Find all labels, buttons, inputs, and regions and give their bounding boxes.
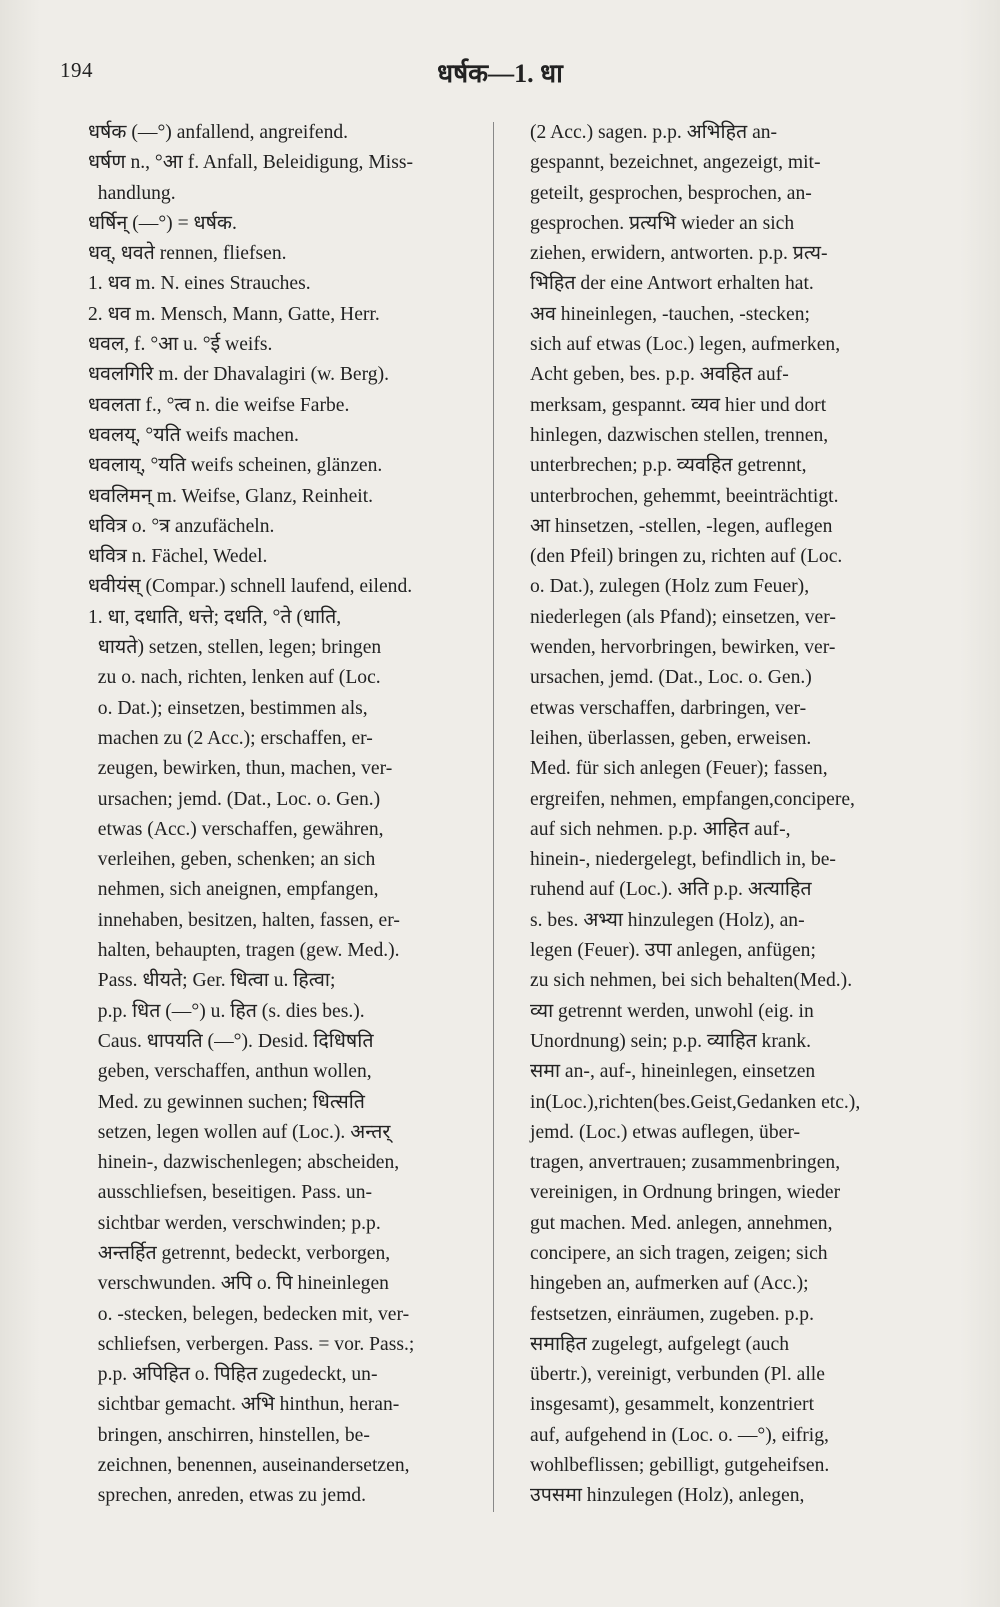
entry-line: sichtbar werden, verschwinden; p.p. [88, 1212, 381, 1234]
entry-line: geben, verschaffen, anthun wollen, [88, 1061, 372, 1083]
entry-line: etwas verschaffen, darbringen, ver- [530, 697, 807, 719]
entry-line: setzen, legen wollen auf (Loc.). अन्तर् [88, 1121, 391, 1143]
entry-line: धर्षिन् (—°) = धर्षक. [88, 212, 237, 234]
entry-line: handlung. [88, 182, 176, 204]
entry-line: bringen, anschirren, hinstellen, be- [88, 1424, 370, 1446]
entry-line: vereinigen, in Ordnung bringen, wieder [530, 1182, 841, 1204]
entry-line: धवित्र n. Fächel, Wedel. [88, 546, 268, 568]
entry-line: Caus. धापयति (—°). Desid. दिधिषति [88, 1030, 374, 1052]
page-header [0, 52, 1000, 92]
entry-line: hinlegen, dazwischen stellen, trennen, [530, 424, 829, 446]
entry-line: sprechen, anreden, etwas zu jemd. [88, 1485, 367, 1507]
entry-line: व्या getrennt werden, unwohl (eig. in [530, 1000, 814, 1022]
right-column [530, 118, 928, 1512]
running-head: धर्षक—1. धा [437, 59, 563, 88]
left-column [88, 118, 486, 1512]
entry-line: ursachen, jemd. (Dat., Loc. o. Gen.) [530, 667, 812, 689]
entry-line: jemd. (Loc.) etwas auflegen, über- [530, 1121, 800, 1143]
entry-line: leihen, überlassen, geben, erweisen. [530, 727, 812, 749]
entry-line: धवलगिरि m. der Dhavalagiri (w. Berg). [88, 364, 390, 386]
entry-line: wenden, hervorbringen, bewirken, ver- [530, 637, 836, 659]
entry-line: übertr.), vereinigt, verbunden (Pl. alle [530, 1364, 825, 1386]
entry-line: धवलाय्, °यति weifs scheinen, glänzen. [88, 455, 383, 477]
entry-line: ausschliefsen, beseitigen. Pass. un- [88, 1182, 373, 1204]
entry-line: धवल, f. °आ u. °ई weifs. [88, 334, 273, 356]
entry-line: धायते) setzen, stellen, legen; bringen [88, 637, 382, 659]
entry-line: unterbrechen; p.p. व्यवहित getrennt, [530, 455, 807, 477]
entry-line: nehmen, sich aneignen, empfangen, [88, 879, 379, 901]
entry-line: zeichnen, benennen, auseinandersetzen, [88, 1455, 410, 1477]
entry-line: 1. धा, दधाति, धत्ते; दधति, °ते (धाति, [88, 606, 342, 628]
entry-line: hinein-, niedergelegt, befindlich in, be- [530, 849, 836, 871]
entry-line: zeugen, bewirken, thun, machen, ver- [88, 758, 393, 780]
entry-line: verschwunden. अपि o. पि hineinlegen [88, 1273, 389, 1295]
entry-line: (2 Acc.) sagen. p.p. अभिहित an- [530, 122, 778, 143]
entry-line: gesprochen. प्रत्यभि wieder an sich [530, 212, 795, 234]
entry-line: verleihen, geben, schenken; an sich [88, 849, 376, 871]
entry-line: Pass. धीयते; Ger. धित्वा u. हित्वा; [88, 970, 336, 992]
entry-line: sich auf etwas (Loc.) legen, aufmerken, [530, 334, 841, 356]
entry-line: 2. धव m. Mensch, Mann, Gatte, Herr. [88, 303, 380, 325]
entry-line: धवीयंस् (Compar.) schnell laufend, eilend. [88, 576, 413, 598]
entry-line: auf, aufgehend in (Loc. o. —°), eifrig, [530, 1424, 829, 1446]
entry-line: आ hinsetzen, -stellen, -legen, auflegen [530, 515, 833, 537]
entry-line: zu sich nehmen, bei sich behalten(Med.). [530, 970, 853, 992]
entry-line: o. -stecken, belegen, bedecken mit, ver- [88, 1303, 410, 1325]
entry-line: zu o. nach, richten, lenken auf (Loc. [88, 667, 381, 689]
entry-line: धर्षक (—°) anfallend, angreifend. [88, 122, 349, 143]
entry-line: उपसमा hinzulegen (Holz), anlegen, [530, 1485, 805, 1507]
entry-line: अन्तर्हित getrennt, bedeckt, verborgen, [88, 1242, 391, 1264]
entry-line: Acht geben, bes. p.p. अवहित auf- [530, 364, 789, 386]
column-divider [493, 122, 494, 1512]
entry-line: s. bes. अभ्या hinzulegen (Holz), an- [530, 909, 805, 931]
entry-line: unterbrochen, gehemmt, beeinträchtigt. [530, 485, 839, 507]
entry-line: धवित्र o. °त्र anzufächeln. [88, 515, 275, 537]
entry-line: hingeben an, aufmerken auf (Acc.); [530, 1273, 809, 1295]
entry-line: insgesamt), gesammelt, konzentriert [530, 1394, 815, 1416]
entry-line: Med. zu gewinnen suchen; धित्सति [88, 1091, 365, 1113]
entry-line: festsetzen, einräumen, zugeben. p.p. [530, 1303, 814, 1325]
page-number: 194 [60, 58, 93, 82]
entry-line: धवलता f., °त्व n. die weifse Farbe. [88, 394, 350, 416]
entry-line: p.p. अपिहित o. पिहित zugedeckt, un- [88, 1364, 378, 1386]
entry-line: hinein-, dazwischenlegen; abscheiden, [88, 1152, 400, 1174]
entry-line: geteilt, gesprochen, besprochen, an- [530, 182, 812, 204]
entry-line: in(Loc.),richten(bes.Geist,Gedanken etc.), [530, 1091, 861, 1113]
entry-line: sichtbar gemacht. अभि hinthun, heran- [88, 1394, 400, 1416]
entry-line: tragen, anvertrauen; zusammenbringen, [530, 1152, 841, 1174]
entry-line: समा an-, auf-, hineinlegen, einsetzen [530, 1061, 816, 1083]
entry-line: innehaben, besitzen, halten, fassen, er- [88, 909, 400, 931]
entry-line: धर्षण n., °आ f. Anfall, Beleidigung, Miss- [88, 152, 413, 174]
entry-line: p.p. धित (—°) u. हित (s. dies bes.). [88, 1000, 365, 1022]
entry-line: o. Dat.); einsetzen, bestimmen als, [88, 697, 368, 719]
entry-line: Med. für sich anlegen (Feuer); fassen, [530, 758, 828, 780]
entry-line: 1. धव m. N. eines Strauches. [88, 273, 311, 295]
entry-line: etwas (Acc.) verschaffen, gewähren, [88, 818, 384, 840]
entry-line: schliefsen, verbergen. Pass. = vor. Pass.; [88, 1333, 415, 1355]
entry-line: धवलिमन् m. Weifse, Glanz, Reinheit. [88, 485, 374, 507]
entry-line: legen (Feuer). उपा anlegen, anfügen; [530, 940, 816, 962]
entry-line: gespannt, bezeichnet, angezeigt, mit- [530, 152, 821, 174]
entry-line: auf sich nehmen. p.p. आहित auf-, [530, 818, 791, 840]
entry-line: Unordnung) sein; p.p. व्याहित krank. [530, 1030, 812, 1052]
entry-line: merksam, gespannt. व्यव hier und dort [530, 394, 827, 416]
entry-line: ergreifen, nehmen, empfangen,concipere, [530, 788, 855, 810]
entry-line: ruhend auf (Loc.). अति p.p. अत्याहित [530, 879, 812, 901]
entry-line: ziehen, erwidern, antworten. p.p. प्रत्य- [530, 243, 828, 265]
entry-line: भिहित der eine Antwort erhalten hat. [530, 273, 814, 295]
entry-line: gut machen. Med. anlegen, annehmen, [530, 1212, 833, 1234]
entry-line: halten, behaupten, tragen (gew. Med.). [88, 940, 400, 962]
entry-line: concipere, an sich tragen, zeigen; sich [530, 1242, 828, 1264]
entry-line: wohlbeflissen; gebilligt, gutgeheifsen. [530, 1455, 830, 1477]
entry-line: समाहित zugelegt, aufgelegt (auch [530, 1333, 790, 1355]
entry-line: ursachen; jemd. (Dat., Loc. o. Gen.) [88, 788, 381, 810]
entry-line: niederlegen (als Pfand); einsetzen, ver- [530, 606, 836, 628]
entry-line: (den Pfeil) bringen zu, richten auf (Loc. [530, 546, 843, 568]
entry-line: धव्, धवते rennen, fliefsen. [88, 243, 287, 265]
entry-line: धवलय्, °यति weifs machen. [88, 424, 299, 446]
entry-line: o. Dat.), zulegen (Holz zum Feuer), [530, 576, 810, 598]
entry-line: अव hineinlegen, -tauchen, -stecken; [530, 303, 810, 325]
entry-line: machen zu (2 Acc.); erschaffen, er- [88, 727, 373, 749]
